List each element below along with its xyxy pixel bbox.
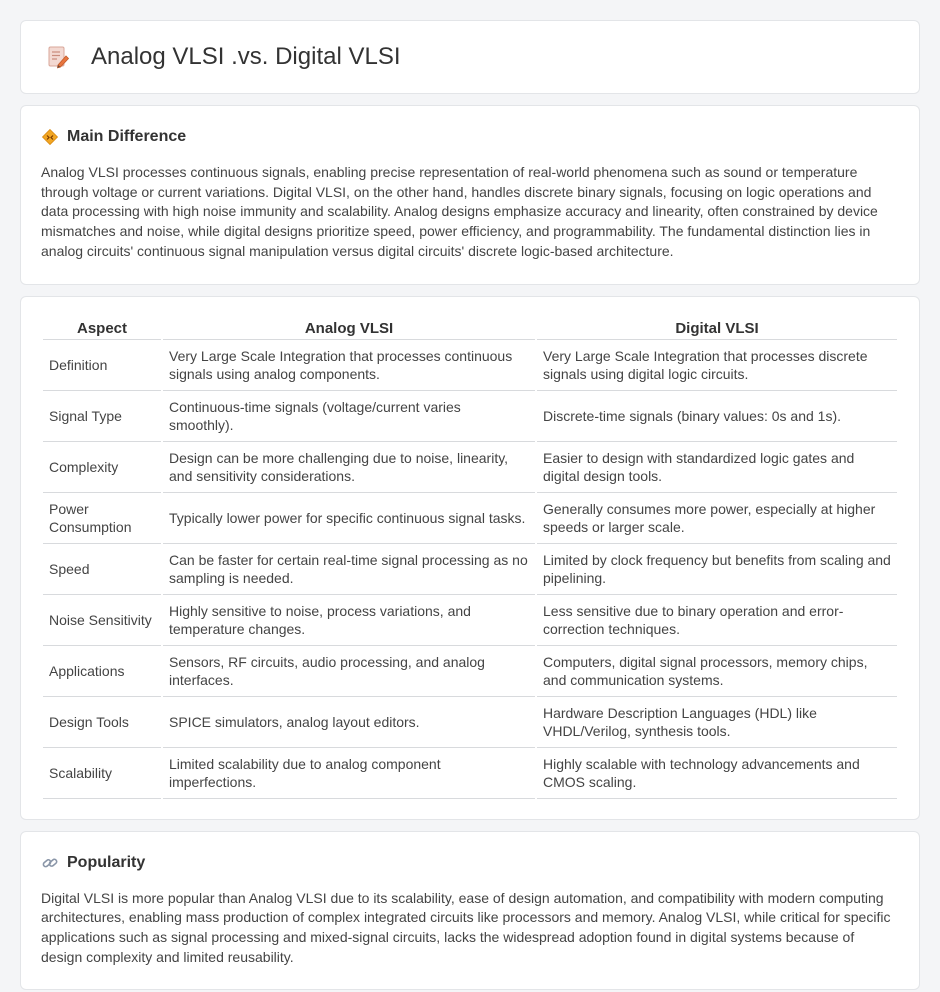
table-row	[43, 595, 897, 646]
header-aspect: Aspect	[43, 317, 161, 340]
title-card	[20, 20, 920, 94]
analog-cell: Typically lower power for specific continuous signal tasks.	[163, 493, 535, 544]
analog-cell: Very Large Scale Integration that processes continuous signals using analog components.	[163, 340, 535, 391]
main-difference-text: Analog VLSI processes continuous signals, enabling precise representation of real-world phenomena such as sound or temperature through voltage or current variations. Digital VLSI, on the other hand, handles discrete binary signals, focusing on logic operations and data processing with high noise immunity and scalability. Analog designs emphasize accuracy and linearity, often constrained by device mismatches and noise, while digital designs prioritize speed, power efficiency, and programmability. The fundamental distinction lies in analog circuits' continuous signal manipulation versus digital circuits' discrete logic-based architecture.	[41, 164, 878, 259]
main-difference-title: Main Difference	[67, 128, 187, 145]
aspect-cell: Applications	[43, 646, 161, 697]
digital-cell: Hardware Description Languages (HDL) like VHDL/Verilog, synthesis tools.	[537, 697, 897, 748]
analog-cell: SPICE simulators, analog layout editors.	[163, 697, 535, 748]
table-header-row	[43, 317, 897, 340]
digital-cell: Very Large Scale Integration that processes discrete signals using digital logic circuits.	[537, 340, 897, 391]
main-difference-header	[41, 128, 899, 146]
page-title: Analog VLSI .vs. Digital VLSI	[91, 43, 401, 70]
digital-cell: Highly scalable with technology advancements and CMOS scaling.	[537, 748, 897, 799]
popularity-section	[20, 831, 920, 991]
analog-cell: Continuous-time signals (voltage/current varies smoothly).	[163, 391, 535, 442]
table-row	[43, 544, 897, 595]
comparison-table-card	[20, 296, 920, 820]
aspect-cell: Complexity	[43, 442, 161, 493]
table-row	[43, 442, 897, 493]
analog-cell: Can be faster for certain real-time signal processing as no sampling is needed.	[163, 544, 535, 595]
link-icon	[41, 854, 59, 872]
table-row	[43, 391, 897, 442]
table-row	[43, 697, 897, 748]
digital-cell: Computers, digital signal processors, memory chips, and communication systems.	[537, 646, 897, 697]
table-row	[43, 748, 897, 799]
comparison-table	[41, 317, 899, 799]
analog-cell: Highly sensitive to noise, process variations, and temperature changes.	[163, 595, 535, 646]
digital-cell: Generally consumes more power, especially at higher speeds or larger scale.	[537, 493, 897, 544]
popularity-title: Popularity	[67, 853, 146, 871]
aspect-cell: Definition	[43, 340, 161, 391]
digital-cell: Less sensitive due to binary operation and error-correction techniques.	[537, 595, 897, 646]
analog-cell: Limited scalability due to analog component imperfections.	[163, 748, 535, 799]
aspect-cell: Speed	[43, 544, 161, 595]
digital-cell: Limited by clock frequency but benefits from scaling and pipelining.	[537, 544, 897, 595]
table-row	[43, 493, 897, 544]
header-analog: Analog VLSI	[163, 317, 535, 340]
aspect-cell: Signal Type	[43, 391, 161, 442]
aspect-cell: Power Consumption	[43, 493, 161, 544]
table-row	[43, 340, 897, 391]
analog-cell: Design can be more challenging due to noise, linearity, and sensitivity considerations.	[163, 442, 535, 493]
aspect-cell: Scalability	[43, 748, 161, 799]
analog-cell: Sensors, RF circuits, audio processing, and analog interfaces.	[163, 646, 535, 697]
diamond-icon	[41, 128, 59, 146]
document-pen-icon	[45, 44, 71, 70]
table-row	[43, 646, 897, 697]
digital-cell: Discrete-time signals (binary values: 0s and 1s).	[537, 391, 897, 442]
main-difference-section	[20, 105, 920, 285]
popularity-text: Digital VLSI is more popular than Analog VLSI due to its scalability, ease of design automation, and compatibility with modern computing architectures, enabling mass production of complex integrated circuits like processors and memory. Analog VLSI, while critical for specific applications such as signal processing and mixed-signal circuits, lacks the widespread adoption found in digital systems because of design complexity and limited reusability.	[41, 889, 891, 965]
aspect-cell: Design Tools	[43, 697, 161, 748]
aspect-cell: Noise Sensitivity	[43, 595, 161, 646]
header-digital: Digital VLSI	[537, 317, 897, 340]
digital-cell: Easier to design with standardized logic gates and digital design tools.	[537, 442, 897, 493]
popularity-header	[41, 854, 899, 872]
